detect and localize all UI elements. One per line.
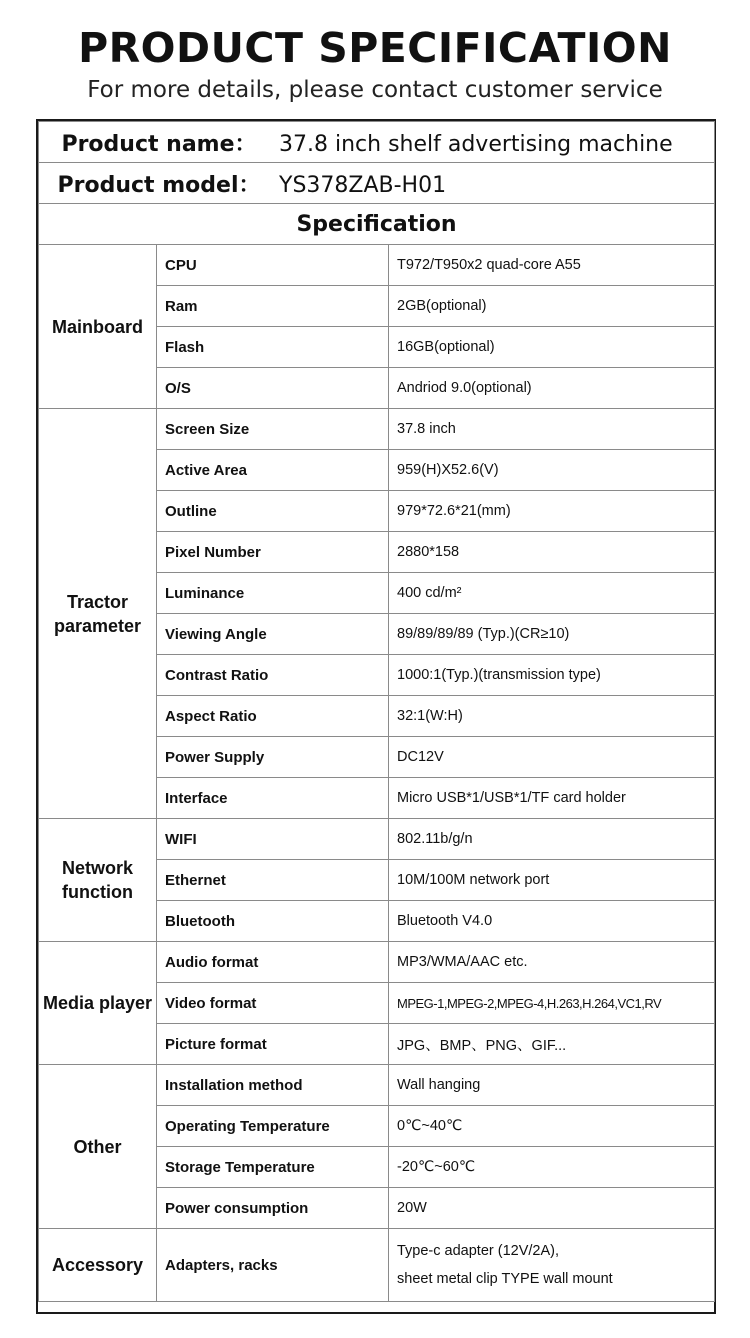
spec-label: Aspect Ratio: [157, 696, 389, 737]
spec-label: Luminance: [157, 573, 389, 614]
spec-value: 20W: [389, 1188, 715, 1229]
spec-value: Bluetooth V4.0: [389, 901, 715, 942]
spec-label: Ethernet: [157, 860, 389, 901]
spec-label: CPU: [157, 245, 389, 286]
spec-label: Pixel Number: [157, 532, 389, 573]
spec-value: 400 cd/m²: [389, 573, 715, 614]
specification-heading: Specification: [39, 204, 715, 245]
spec-label: Storage Temperature: [157, 1147, 389, 1188]
spec-label: Operating Temperature: [157, 1106, 389, 1147]
product-name-value: 37.8 inch shelf advertising machine: [279, 131, 673, 157]
spec-label: O/S: [157, 368, 389, 409]
spec-group-name: Media player: [39, 942, 157, 1065]
accessory-row: [39, 1229, 715, 1302]
spec-value: 1000:1(Typ.)(transmission type): [389, 655, 715, 696]
accessory-group-name: Accessory: [39, 1229, 157, 1302]
spec-group-name: Network function: [39, 819, 157, 942]
spec-value: 10M/100M network port: [389, 860, 715, 901]
spec-value: T972/T950x2 quad-core A55: [389, 245, 715, 286]
spec-table: [38, 121, 715, 1302]
product-model-value: YS378ZAB-H01: [279, 172, 447, 198]
spec-label: Outline: [157, 491, 389, 532]
spec-value: 2GB(optional): [389, 286, 715, 327]
spec-label: Installation method: [157, 1065, 389, 1106]
spec-row: [39, 245, 715, 286]
accessory-label: Adapters, racks: [157, 1229, 389, 1302]
spec-group-name: Other: [39, 1065, 157, 1229]
spec-value: 16GB(optional): [389, 327, 715, 368]
spec-value: Wall hanging: [389, 1065, 715, 1106]
spec-value: 2880*158: [389, 532, 715, 573]
spec-label: Picture format: [157, 1024, 389, 1065]
spec-table-frame: [36, 119, 716, 1314]
spec-label: Screen Size: [157, 409, 389, 450]
spec-row: [39, 1065, 715, 1106]
spec-value: 32:1(W:H): [389, 696, 715, 737]
spec-label: Ram: [157, 286, 389, 327]
spec-value: DC12V: [389, 737, 715, 778]
spec-value: 89/89/89/89 (Typ.)(CR≥10): [389, 614, 715, 655]
spec-value: Andriod 9.0(optional): [389, 368, 715, 409]
spec-group-name: Mainboard: [39, 245, 157, 409]
accessory-value-line-1: Type-c adapter (12V/2A),: [397, 1243, 559, 1259]
accessory-value: [389, 1229, 715, 1302]
spec-label: Viewing Angle: [157, 614, 389, 655]
spec-label: Interface: [157, 778, 389, 819]
spec-label: Video format: [157, 983, 389, 1024]
spec-label: Audio format: [157, 942, 389, 983]
spec-label: Power Supply: [157, 737, 389, 778]
page-subtitle: For more details, please contact customer service: [87, 77, 663, 103]
spec-label: Flash: [157, 327, 389, 368]
spec-value: Micro USB*1/USB*1/TF card holder: [389, 778, 715, 819]
product-model-label: Product model：: [57, 172, 261, 198]
spec-label: Power consumption: [157, 1188, 389, 1229]
accessory-value-line-2: sheet metal clip TYPE wall mount: [397, 1271, 613, 1287]
spec-label: Bluetooth: [157, 901, 389, 942]
spec-row: [39, 409, 715, 450]
product-name-label: Product name：: [61, 131, 257, 157]
spec-label: Active Area: [157, 450, 389, 491]
spec-row: [39, 942, 715, 983]
spec-value: MPEG-1,MPEG-2,MPEG-4,H.263,H.264,VC1,RV: [389, 983, 715, 1024]
product-name-row: [39, 122, 715, 163]
page-title: PRODUCT SPECIFICATION: [78, 24, 672, 72]
spec-value: 979*72.6*21(mm): [389, 491, 715, 532]
spec-row: [39, 819, 715, 860]
spec-value: 0℃~40℃: [389, 1106, 715, 1147]
spec-group-name: Tractor parameter: [39, 409, 157, 819]
spec-value: JPG、BMP、PNG、GIF...: [389, 1024, 715, 1065]
product-model-row: [39, 163, 715, 204]
spec-value: 959(H)X52.6(V): [389, 450, 715, 491]
specification-heading-row: [39, 204, 715, 245]
spec-value: MP3/WMA/AAC etc.: [389, 942, 715, 983]
spec-label: WIFI: [157, 819, 389, 860]
spec-value: -20℃~60℃: [389, 1147, 715, 1188]
spec-value: 37.8 inch: [389, 409, 715, 450]
spec-value: 802.11b/g/n: [389, 819, 715, 860]
spec-label: Contrast Ratio: [157, 655, 389, 696]
